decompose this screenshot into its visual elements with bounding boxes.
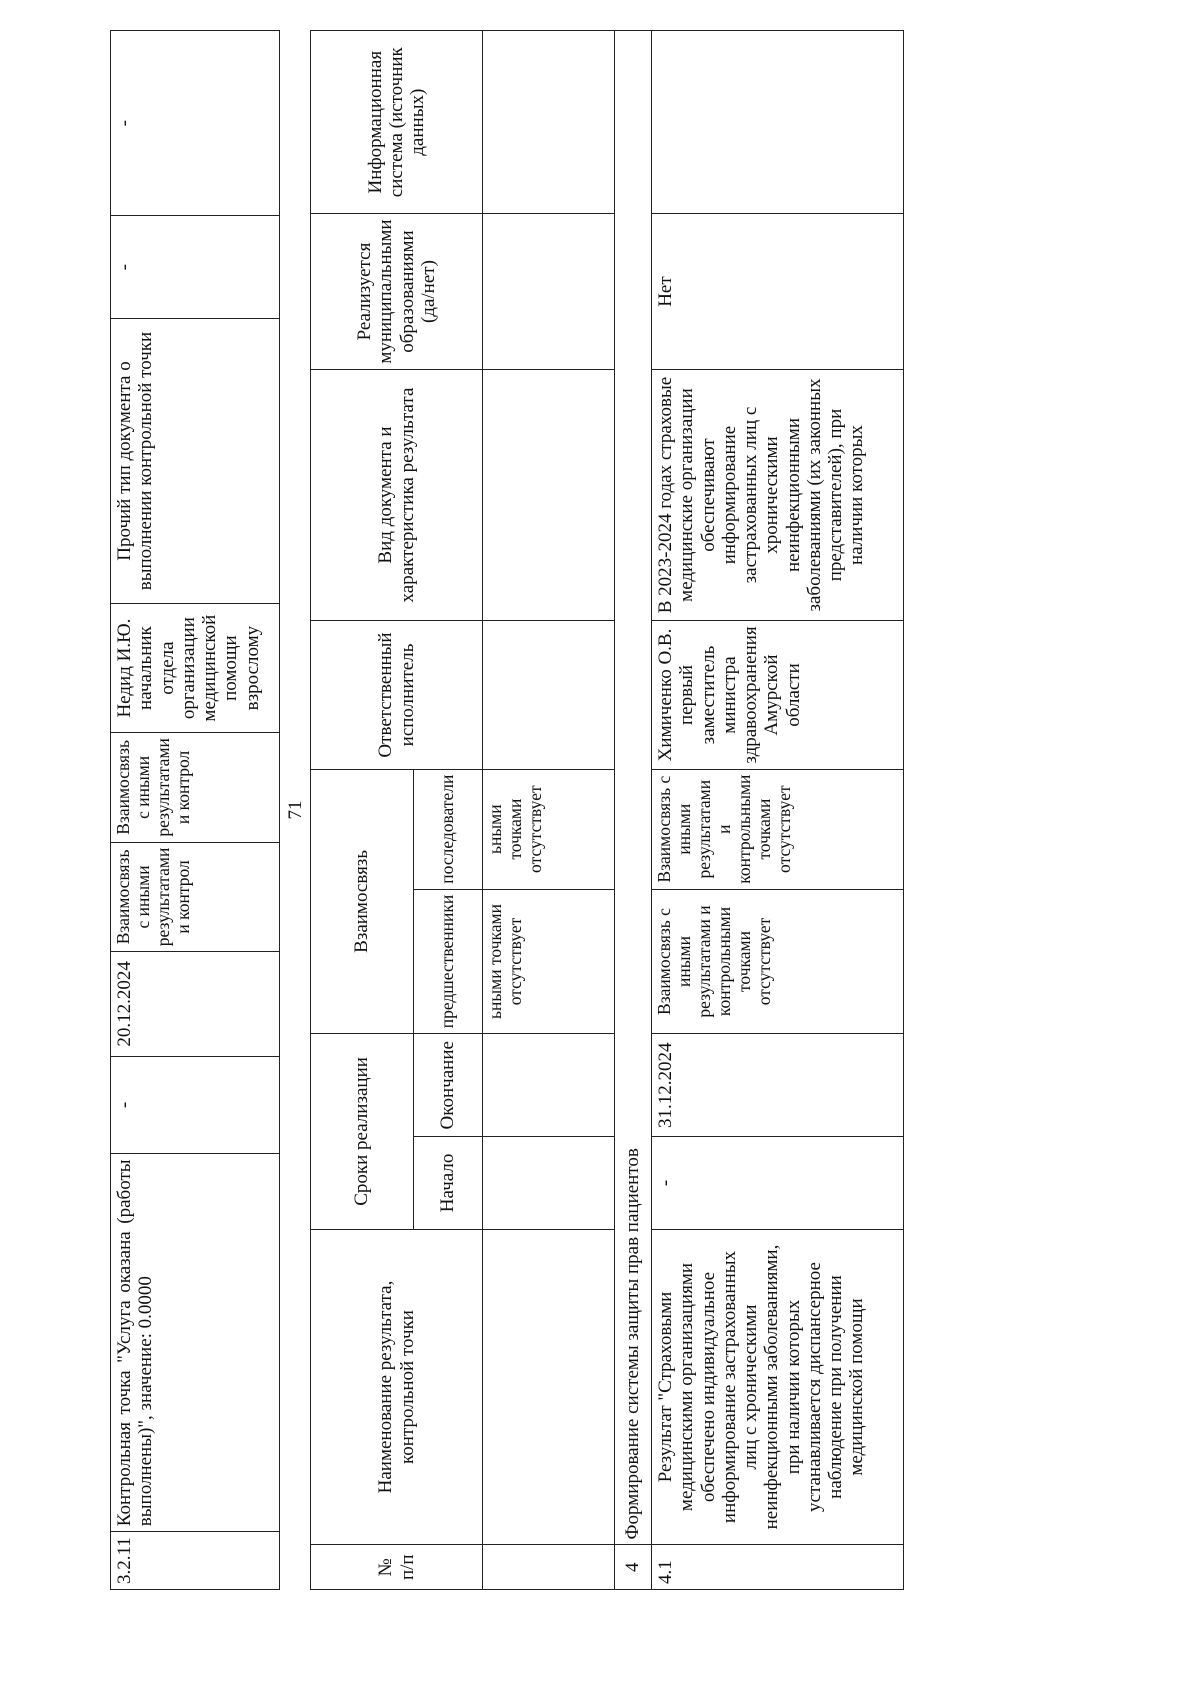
header-num: № п/п	[311, 1545, 483, 1590]
municipal-value: -	[111, 216, 280, 319]
info-system-value	[652, 31, 904, 214]
header-predecessors: предшественники	[414, 889, 483, 1034]
municipal-value: Нет	[652, 214, 904, 369]
doc-description	[652, 369, 904, 621]
predecessors-cell	[111, 842, 280, 952]
header-start: Начало	[414, 1137, 483, 1229]
table-row-continued	[483, 31, 615, 1590]
successors-cell	[111, 733, 280, 843]
predecessors-text: Взаимосвязь с иными результатами и контрол	[113, 847, 193, 947]
continued-predecessors: ьными точками отсутствует	[483, 889, 615, 1034]
start-date: -	[111, 1056, 280, 1154]
table-top-fragment	[110, 30, 280, 1590]
header-doc: Вид документа и характеристика результата	[311, 369, 483, 621]
result-name: Контрольная точка "Услуга оказана (работы выполнены)", значение: 0.0000	[111, 1154, 280, 1532]
successors-text: Взаимосвязь с иными результатами и контрол	[113, 738, 193, 837]
end-date: 31.12.2024	[652, 1034, 904, 1137]
header-municipal: Реализуется муниципальными образованиями (да/нет)	[311, 214, 483, 369]
header-row-1	[311, 31, 414, 1590]
section-row	[615, 31, 652, 1590]
continued-successors: ьными точками отсутствует	[483, 769, 615, 889]
start-date: -	[652, 1137, 904, 1229]
row-number: 4.1	[652, 1545, 904, 1590]
page-number: 71	[285, 800, 306, 820]
row-number: 3.2.11	[111, 1532, 280, 1590]
result-name-text: Результат "Страховыми медицинскими организациями обеспечено индивидуальное информирование застрахованных лиц с хроническими неинфекционными заболеваниями, при наличии которых устанавливается диспансерное наблюдение при получении медицинской помощи	[655, 1244, 868, 1530]
end-date: 20.12.2024	[111, 952, 280, 1056]
header-info-system: Информационная система (источник данных)	[311, 31, 483, 214]
predecessors: Взаимосвязь с иными результатами и контрольными точками отсутствует	[652, 889, 904, 1034]
header-responsible: Ответственный исполнитель	[311, 621, 483, 769]
responsible: Химиченко О.В. первый заместитель министра здравоохранения Амурской области	[652, 621, 904, 769]
responsible-text: Недид И.Ю. начальник отдела организации медицинской помощи взрослому	[114, 614, 263, 722]
table-row	[652, 31, 904, 1590]
main-table	[310, 30, 904, 1590]
doc-description-text: В 2023-2024 годах страховые медицинские организации обеспечивают информирование застрахованных лиц с хроническими неинфекционными заболеваниями (их законных представителей), при наличии которых	[655, 376, 868, 614]
successors: Взаимосвязь с иными результатами и контрольными точками отсутствует	[652, 769, 904, 889]
section-title: Формирование системы защиты прав пациентов	[615, 31, 652, 1545]
rotated-landscape-stage	[110, 30, 940, 1590]
responsible-cell	[111, 604, 280, 733]
header-terms: Сроки реализации	[311, 1034, 414, 1229]
header-end: Окончание	[414, 1034, 483, 1137]
section-num: 4	[615, 1545, 652, 1590]
info-system-value: -	[111, 31, 280, 216]
doc-type: Прочий тип документа о выполнении контрольной точки	[111, 318, 280, 603]
header-relation: Взаимосвязь	[311, 769, 414, 1034]
header-name: Наименование результата, контрольной точки	[311, 1229, 483, 1545]
result-name	[652, 1229, 904, 1545]
header-successors: последователи	[414, 769, 483, 889]
table-row	[111, 31, 280, 1590]
